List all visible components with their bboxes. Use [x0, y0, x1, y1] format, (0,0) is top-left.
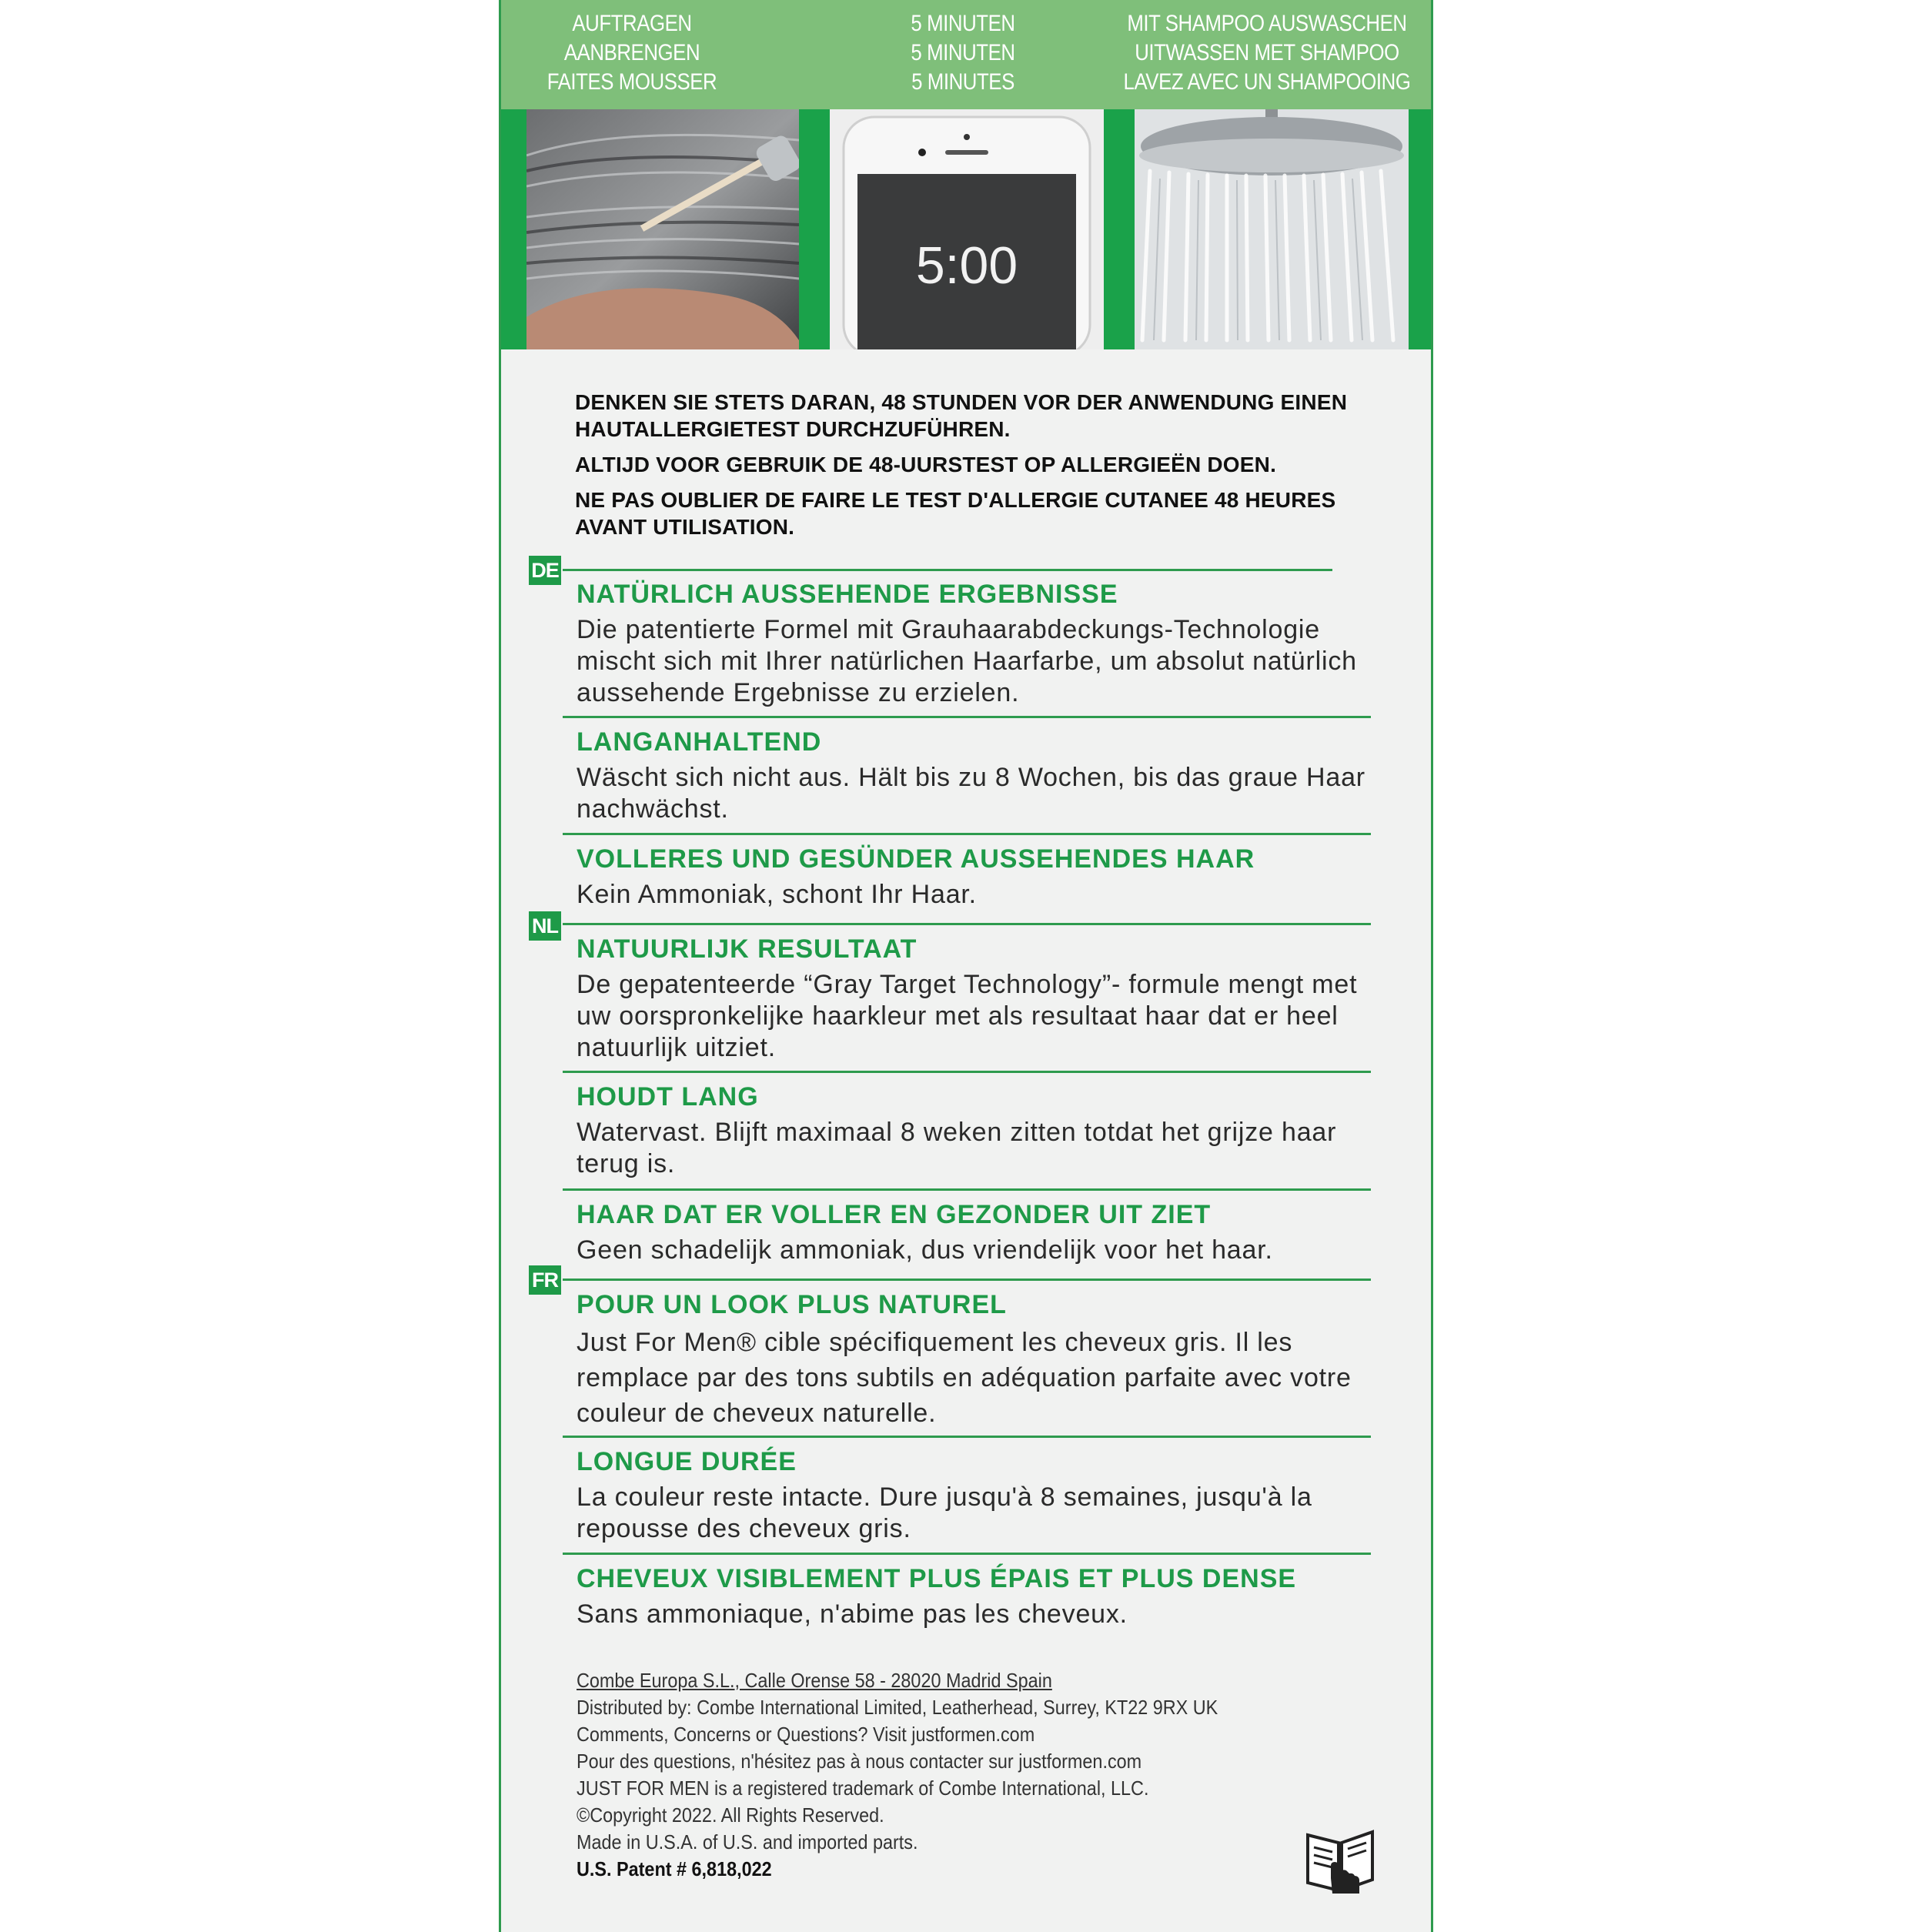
feature-title: VOLLERES UND GESÜNDER AUSSEHENDES HAAR: [577, 844, 1255, 874]
feature-body: Just For Men® cible spécifiquement les cheveux gris. Il les remplace par des tons subtils en adéquation parfaite avec votre couleur de cheveux naturelle.: [577, 1328, 1352, 1428]
package-panel: [499, 0, 1433, 1932]
step-label: MIT SHAMPOO AUSWASCHEN: [1127, 11, 1407, 36]
feature-body: Wäscht sich nicht aus. Hält bis zu 8 Wochen, bis das graue Haar nachwächst.: [577, 763, 1365, 824]
section-divider: [563, 1188, 1371, 1191]
feature-title: POUR UN LOOK PLUS NATUREL: [577, 1290, 1007, 1319]
copyright-line: ©Copyright 2022. All Rights Reserved.: [577, 1803, 884, 1827]
feature-title: CHEVEUX VISIBLEMENT PLUS ÉPAIS ET PLUS DENSE: [577, 1564, 1297, 1593]
feature-title: NATUURLIJK RESULTAAT: [577, 934, 918, 964]
step-label: FAITES MOUSSER: [547, 69, 717, 95]
read-instructions-icon: [1302, 1824, 1379, 1898]
timer-phone-photo: [830, 109, 1104, 349]
shower-photo: [1135, 109, 1409, 349]
language-badge-de: DE: [529, 556, 561, 585]
step-label: AANBRENGEN: [563, 40, 700, 65]
step-label: 5 MINUTEN: [911, 11, 1015, 36]
section-divider: [563, 1553, 1371, 1555]
allergy-warning-de: DENKEN SIE STETS DARAN, 48 STUNDEN VOR DER ANWENDUNG EINEN HAUTALLERGIETEST DURCHZUFÜHREN.: [575, 390, 1348, 441]
company-address: Combe Europa S.L., Calle Orense 58 - 28020 Madrid Spain: [577, 1669, 1052, 1692]
feature-body: Die patentierte Formel mit Grauhaarabdeckungs-Technologie mischt sich mit Ihrer natürlichen Haarfarbe, um absolut natürlich aussehende Ergebnisse zu erzielen.: [577, 615, 1357, 707]
feature-body: Sans ammoniaque, n'abime pas les cheveux.: [577, 1599, 1128, 1629]
timer-display: 5:00: [915, 236, 1018, 295]
feature-body: Kein Ammoniak, schont Ihr Haar.: [577, 880, 977, 909]
allergy-warning-fr: NE PAS OUBLIER DE FAIRE LE TEST D'ALLERGIE CUTANEE 48 HEURES AVANT UTILISATION.: [575, 488, 1336, 539]
feature-body: La couleur reste intacte. Dure jusqu'à 8 semaines, jusqu'à la repousse des cheveux gris.: [577, 1482, 1312, 1543]
section-divider: [563, 716, 1371, 718]
hair-application-photo: [526, 109, 799, 349]
section-divider: [563, 833, 1371, 835]
section-divider: [563, 569, 1332, 571]
step-apply: [526, 9, 737, 97]
legal-footer: [577, 1667, 1218, 1883]
feature-title: LONGUE DURÉE: [577, 1447, 797, 1476]
distributor-line: Distributed by: Combe International Limited, Leatherhead, Surrey, KT22 9RX UK: [577, 1696, 1218, 1719]
patent-line: U.S. Patent # 6,818,022: [577, 1857, 772, 1880]
shower-icon: [1135, 109, 1409, 349]
steps-header: [501, 0, 1431, 109]
hair-application-icon: [526, 109, 799, 349]
phone-icon: [830, 109, 1104, 349]
feature-title: NATÜRLICH AUSSEHENDE ERGEBNISSE: [577, 580, 1118, 609]
feature-title: HAAR DAT ER VOLLER EN GEZONDER UIT ZIET: [577, 1200, 1212, 1229]
step-label: 5 MINUTES: [911, 69, 1014, 95]
questions-fr-line: Pour des questions, n'hésitez pas à nous contacter sur justformen.com: [577, 1750, 1142, 1773]
section-divider: [563, 1071, 1371, 1073]
step-label: LAVEZ AVEC UN SHAMPOOING: [1123, 69, 1411, 95]
allergy-warning-nl: ALTIJD VOOR GEBRUIK DE 48-UURSTEST OP ALLERGIEËN DOEN.: [575, 453, 1277, 476]
made-in-line: Made in U.S.A. of U.S. and imported parts.: [577, 1830, 918, 1853]
feature-title: LANGANHALTEND: [577, 727, 822, 757]
feature-body: Geen schadelijk ammoniak, dus vriendelijk voor het haar.: [577, 1235, 1273, 1265]
language-badge-fr: FR: [529, 1265, 561, 1295]
language-badge-nl: NL: [529, 911, 561, 941]
step-rinse: [1121, 9, 1412, 97]
feature-body: Watervast. Blijft maximaal 8 weken zitten totdat het grijze haar terug is.: [577, 1118, 1337, 1178]
steps-photo-strip: [501, 109, 1431, 349]
step-label: 5 MINUTEN: [911, 40, 1015, 65]
step-label: AUFTRAGEN: [572, 11, 692, 36]
step-wait: [857, 9, 1068, 97]
step-label: UITWASSEN MET SHAMPOO: [1135, 40, 1399, 65]
section-divider: [563, 923, 1371, 925]
trademark-line: JUST FOR MEN is a registered trademark of Combe International, LLC.: [577, 1777, 1149, 1800]
feature-title: HOUDT LANG: [577, 1082, 759, 1111]
section-divider: [563, 1436, 1371, 1438]
comments-line: Comments, Concerns or Questions? Visit justformen.com: [577, 1723, 1035, 1746]
feature-body: De gepatenteerde “Gray Target Technology”- formule mengt met uw oorspronkelijke haarkleur met als resultaat haar dat er heel natuurlijk uitziet.: [577, 970, 1358, 1062]
section-divider: [563, 1279, 1371, 1281]
